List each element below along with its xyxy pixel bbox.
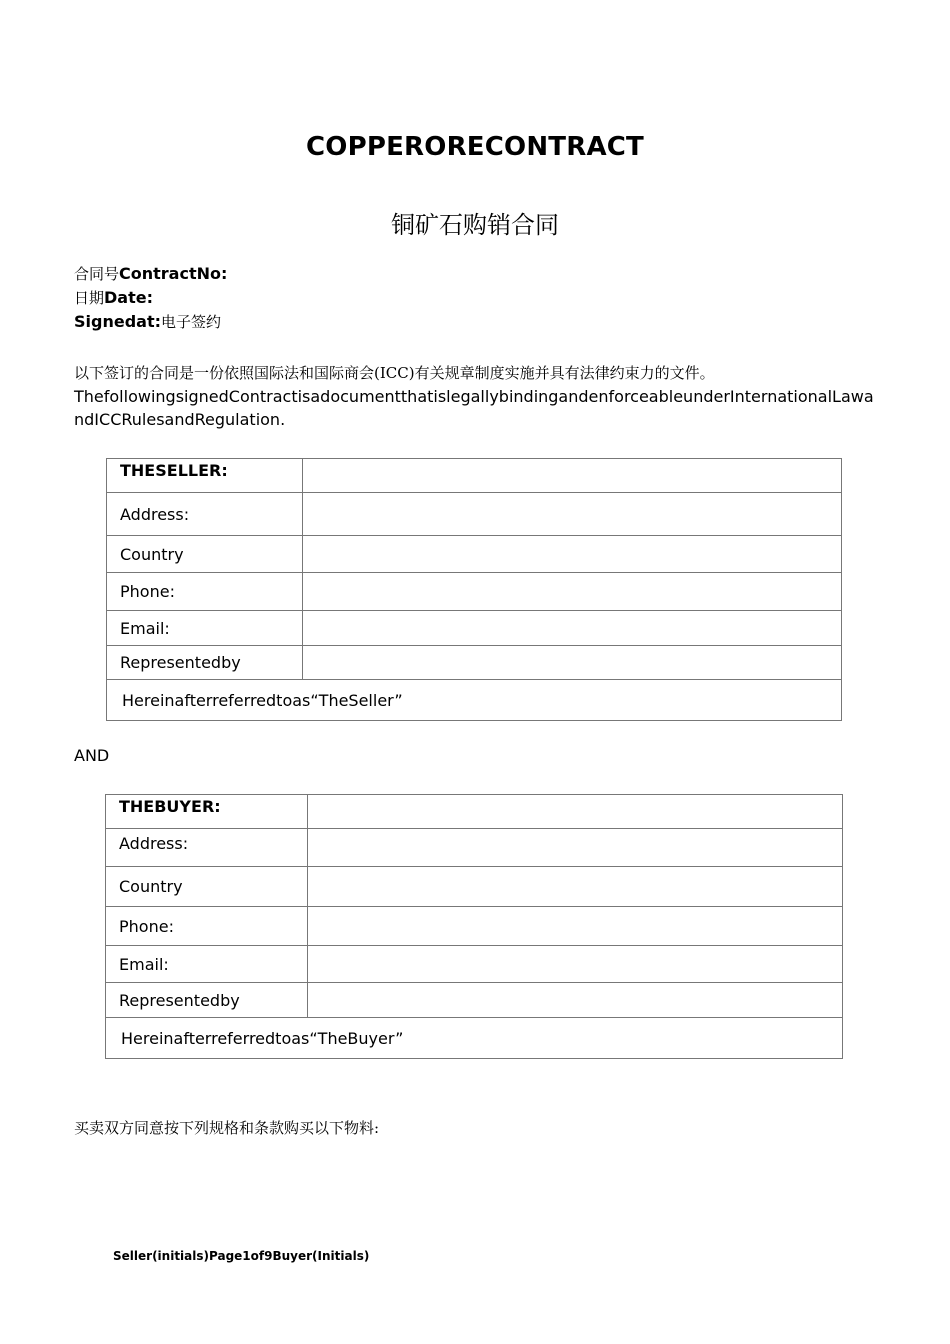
seller-phone-field[interactable]	[303, 573, 842, 611]
seller-email-field[interactable]	[303, 611, 842, 646]
seller-represented-field[interactable]	[303, 646, 842, 680]
signed-at-line	[74, 310, 221, 334]
buyer-address-label: Address:	[106, 829, 308, 867]
buyer-country-field[interactable]	[308, 867, 843, 907]
buyer-email-field[interactable]	[308, 946, 843, 983]
document-title: COPPERORECONTRACT	[306, 132, 644, 162]
buyer-table	[105, 794, 843, 1059]
intro-text-zh: 以下签订的合同是一份依照国际法和国际商会(ICC)有关规章制度实施并具有法律约束力的文件。	[74, 364, 715, 382]
seller-table	[106, 458, 842, 721]
signed-at-value: 电子签约	[161, 313, 222, 331]
seller-address-label: Address:	[107, 493, 303, 536]
and-separator: AND	[74, 746, 110, 765]
agreement-statement: 买卖双方同意按下列规格和条款购买以下物料:	[74, 1119, 380, 1137]
buyer-represented-label: Representedby	[106, 983, 308, 1018]
contract-number-label-en: ContractNo:	[119, 264, 228, 283]
contract-number-label-zh: 合同号	[74, 265, 120, 283]
buyer-reference-note: Hereinafterreferredtoas“TheBuyer”	[106, 1018, 843, 1059]
seller-address-field[interactable]	[303, 493, 842, 536]
buyer-address-field[interactable]	[308, 829, 843, 867]
seller-email-label: Email:	[107, 611, 303, 646]
intro-text-en: ThefollowingsignedContractisadocumentthatislegallybindingandenforceableunderInternationalLawandICCRulesandRegulation.	[74, 387, 874, 429]
buyer-country-label: Country	[106, 867, 308, 907]
buyer-phone-label: Phone:	[106, 907, 308, 946]
date-label-zh: 日期	[74, 289, 105, 307]
buyer-represented-field[interactable]	[308, 983, 843, 1018]
buyer-email-label: Email:	[106, 946, 308, 983]
buyer-name-field[interactable]	[308, 795, 843, 829]
seller-country-field[interactable]	[303, 536, 842, 573]
seller-phone-label: Phone:	[107, 573, 303, 611]
seller-reference-note: Hereinafterreferredtoas“TheSeller”	[107, 680, 842, 721]
seller-name-field[interactable]	[303, 459, 842, 493]
buyer-phone-field[interactable]	[308, 907, 843, 946]
date-line	[74, 286, 153, 310]
seller-country-label: Country	[107, 536, 303, 573]
document-subtitle: 铜矿石购销合同	[391, 211, 559, 239]
contract-number-line	[74, 262, 227, 286]
date-label-en: Date:	[104, 288, 153, 307]
seller-represented-label: Representedby	[107, 646, 303, 680]
buyer-heading: THEBUYER:	[106, 795, 308, 829]
intro-paragraph	[74, 362, 874, 431]
seller-heading: THESELLER:	[107, 459, 303, 493]
signed-at-label: Signedat:	[74, 312, 161, 331]
page-footer: Seller(initials)Page1of9Buyer(Initials)	[113, 1249, 370, 1263]
